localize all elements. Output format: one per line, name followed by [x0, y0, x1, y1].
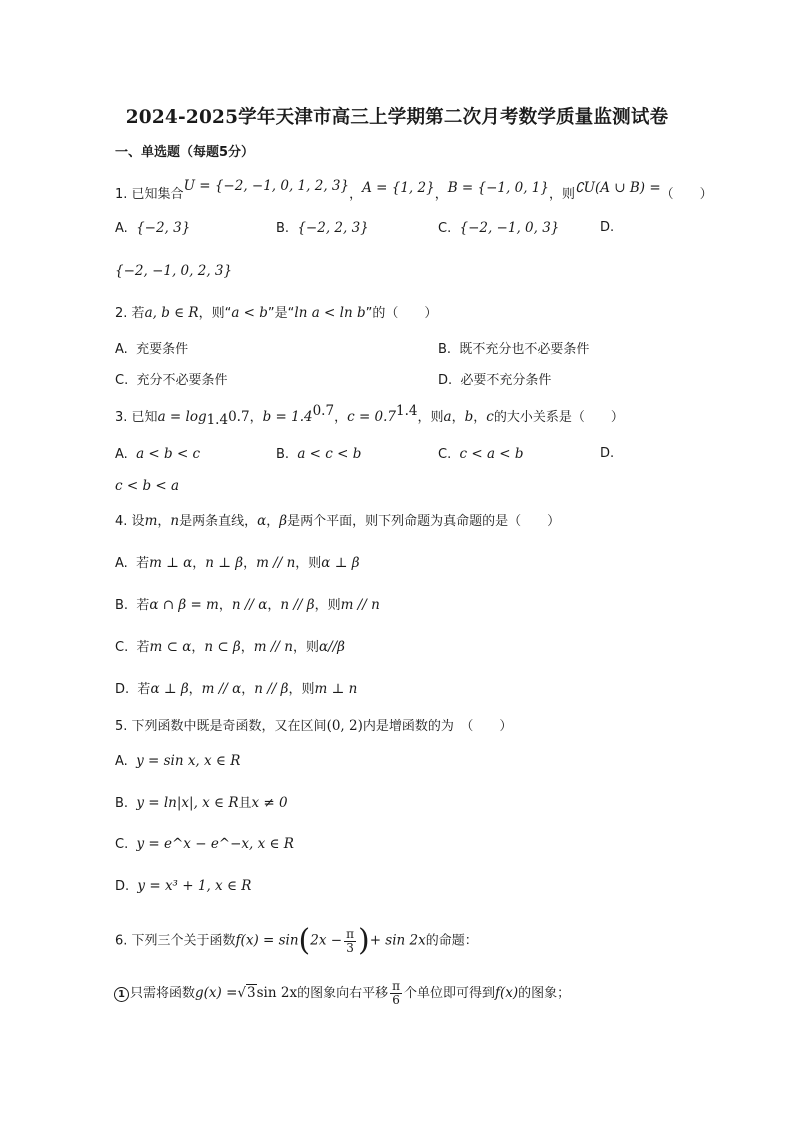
- exponent: 0.7: [312, 403, 335, 419]
- punct: ，: [192, 556, 206, 571]
- option-value: c < a < b: [459, 446, 524, 462]
- option-value: y = ln|x|, x ∈ R: [136, 795, 239, 811]
- q2-option-a: [115, 340, 188, 360]
- exponent: 1.4: [396, 403, 418, 419]
- punct: ，: [243, 556, 257, 571]
- q5-option-d: [115, 876, 251, 897]
- fraction-denominator: 6: [392, 993, 400, 1007]
- option-value: a < c < b: [297, 446, 362, 462]
- set-a: A = {1, 2}: [362, 180, 435, 196]
- punct: ，: [241, 682, 255, 697]
- q4-option-d: [115, 679, 357, 700]
- option-value: y = x³ + 1, x ∈ R: [137, 878, 252, 894]
- q1-option-c: [438, 218, 559, 239]
- option-label: C.: [438, 221, 452, 236]
- option-value: 充要条件: [136, 342, 189, 357]
- punct: ，: [240, 640, 254, 655]
- q5-option-a: [115, 751, 240, 772]
- math-expr: c = 0.7: [347, 409, 397, 425]
- math-var: a: [443, 409, 452, 425]
- fraction-numerator: π: [346, 926, 354, 941]
- math-expr: a, b ∈ R: [144, 305, 199, 321]
- question-text: ，则“: [198, 306, 232, 321]
- option-text: ，则: [295, 556, 322, 571]
- option-label: B.: [438, 342, 452, 357]
- option-value: {−2, −1, 0, 2, 3}: [115, 263, 233, 279]
- option-value: {−2, −1, 0, 3}: [459, 220, 560, 236]
- question-text: ”的（ ）: [365, 306, 438, 321]
- math-expr: sin 2x: [256, 985, 298, 1001]
- option-label: C.: [115, 837, 129, 852]
- question-number: 4.: [115, 514, 128, 529]
- math-expr: b = 1.4: [262, 409, 313, 425]
- q1-option-d: [600, 218, 614, 238]
- math-expr: α//β: [318, 639, 345, 655]
- q2-option-c: [115, 371, 228, 391]
- section-heading: 一、单选题（每题5分）: [115, 145, 255, 160]
- punct: ，: [349, 187, 363, 202]
- math-expr: n ⊥ β: [205, 555, 244, 571]
- question-text: 设: [131, 514, 145, 529]
- math-expr: (0, 2): [326, 718, 363, 734]
- option-value: 既不充分也不必要条件: [459, 342, 590, 357]
- q1-option-a: [115, 218, 190, 239]
- option-label: C.: [438, 447, 452, 462]
- option-text: 若: [136, 640, 150, 655]
- set-u: U = {−2, −1, 0, 1, 2, 3}: [183, 178, 350, 194]
- punct: ，: [334, 410, 348, 425]
- math-expr: ln a < ln b: [294, 305, 366, 321]
- option-label: A.: [115, 221, 128, 236]
- math-var: β: [279, 513, 288, 529]
- math-expr: m ⊂ α: [149, 639, 192, 655]
- question-text: 内是增函数的为 （ ）: [362, 719, 513, 734]
- q3-option-d: [600, 444, 614, 464]
- fraction-numerator: π: [392, 979, 400, 993]
- math-expr: m // α: [201, 681, 242, 697]
- math-expr: a = log: [157, 409, 207, 425]
- statement-text: 个单位即可得到: [403, 986, 495, 1001]
- option-label: A.: [115, 754, 128, 769]
- question-text: ”是“: [267, 306, 295, 321]
- math-expr: x ≠ 0: [251, 795, 288, 811]
- q4-option-b: [115, 595, 380, 616]
- option-value: {−2, 3}: [136, 220, 191, 236]
- q3-option-d-value: [115, 476, 179, 497]
- question-2: [115, 303, 437, 324]
- option-value: y = e^x − e^−x, x ∈ R: [136, 836, 294, 852]
- q6-statement-1: [114, 980, 570, 1007]
- fraction-denominator: 3: [346, 940, 354, 955]
- radicand: 3: [247, 985, 256, 1001]
- math-var: b: [464, 409, 474, 425]
- math-expr: n // α: [231, 597, 268, 613]
- exam-title: 2024-2025学年天津市高三上学期第二次月考数学质量监测试卷: [125, 107, 669, 128]
- math-var: c: [486, 409, 494, 425]
- question-number: 5.: [115, 719, 128, 734]
- math-var: α: [257, 513, 267, 529]
- question-text: 已知集合: [131, 187, 184, 202]
- sqrt-expr: √3: [237, 985, 256, 1001]
- math-expr: m // n: [256, 555, 296, 571]
- punct: ，: [267, 598, 281, 613]
- option-label: A.: [115, 556, 128, 571]
- statement-text: 只需将函数: [130, 986, 196, 1001]
- question-text: 是两条直线，: [179, 514, 258, 529]
- option-text: 若: [136, 598, 150, 613]
- q1-option-b: [276, 218, 369, 239]
- math-expr: n // β: [280, 597, 315, 613]
- big-paren-open: (: [298, 923, 311, 958]
- option-text: 若: [137, 682, 151, 697]
- option-text: 且: [238, 796, 252, 811]
- circled-number-1: 1: [114, 987, 129, 1002]
- fraction: [390, 980, 402, 1007]
- question-text: 已知: [131, 410, 158, 425]
- math-expr: + sin 2x: [369, 932, 426, 949]
- math-expr: f(x): [494, 985, 519, 1001]
- math-expr: 2x −: [310, 932, 343, 949]
- math-expr: α ⊥ β: [321, 555, 360, 571]
- q3-option-a: [115, 444, 200, 465]
- option-label: B.: [276, 447, 290, 462]
- question-1: [115, 178, 713, 205]
- option-label: D.: [115, 879, 130, 894]
- option-text: 若: [136, 556, 150, 571]
- punct: ，: [473, 410, 487, 425]
- question-5: [115, 716, 512, 737]
- option-text: ，则: [314, 598, 341, 613]
- option-label: B.: [276, 221, 290, 236]
- math-expr: g(x) =: [195, 985, 238, 1001]
- punct: ，: [451, 410, 465, 425]
- q2-option-b: [438, 340, 589, 360]
- fraction: [344, 928, 356, 955]
- option-label: B.: [115, 796, 129, 811]
- option-label: D.: [600, 446, 615, 461]
- question-6: [115, 923, 478, 958]
- math-var: m: [144, 513, 158, 529]
- statement-text: 的图象向右平移: [297, 986, 389, 1001]
- option-label: B.: [115, 598, 129, 613]
- option-label: A.: [115, 342, 128, 357]
- log-base: 1.4: [206, 412, 229, 428]
- option-label: D.: [115, 682, 130, 697]
- option-value: 必要不充分条件: [460, 373, 552, 388]
- question-3: [115, 403, 624, 428]
- option-value: {−2, 2, 3}: [297, 220, 369, 236]
- set-b: B = {−1, 0, 1}: [447, 180, 549, 196]
- punct: ，: [218, 598, 232, 613]
- question-text: 是两个平面，则下列命题为真命题的是（ ）: [287, 514, 561, 529]
- option-text: ，则: [292, 640, 319, 655]
- q4-option-c: [115, 637, 345, 658]
- question-4: [115, 511, 560, 532]
- option-label: C.: [115, 640, 129, 655]
- q1-option-d-value: [115, 261, 232, 282]
- math-expr: 0.7: [228, 409, 250, 425]
- option-value: a < b < c: [136, 446, 201, 462]
- math-expr: m ⊥ α: [149, 555, 193, 571]
- option-label: A.: [115, 447, 128, 462]
- question-number: 3.: [115, 410, 128, 425]
- option-value: 充分不必要条件: [136, 373, 228, 388]
- math-expr: m ⊥ n: [314, 681, 358, 697]
- math-expr: α ∩ β = m: [149, 597, 219, 613]
- statement-text: 的图象；: [518, 986, 571, 1001]
- math-expr: n // β: [254, 681, 289, 697]
- question-text: 的命题：: [425, 933, 478, 949]
- q5-option-b: [115, 793, 288, 814]
- q4-option-a: [115, 553, 360, 574]
- math-expr: α ⊥ β: [150, 681, 189, 697]
- math-expr: a < b: [231, 305, 268, 321]
- punct: ，: [266, 514, 280, 529]
- question-number: 6.: [115, 933, 128, 949]
- option-label: D.: [600, 220, 615, 235]
- question-text: ，则: [417, 410, 444, 425]
- math-expr: m // n: [253, 639, 293, 655]
- option-value: y = sin x, x ∈ R: [136, 753, 241, 769]
- math-expr: n ⊂ β: [204, 639, 241, 655]
- big-paren-close: ): [357, 923, 370, 958]
- option-label: D.: [438, 373, 453, 388]
- option-value: c < b < a: [115, 478, 180, 494]
- q3-option-c: [438, 444, 524, 465]
- question-text: 下列三个关于函数: [131, 933, 236, 949]
- math-var: n: [170, 513, 180, 529]
- punct: ，: [434, 187, 448, 202]
- math-expr: m // n: [340, 597, 380, 613]
- punct: ，: [249, 410, 263, 425]
- option-text: ，则: [288, 682, 315, 697]
- punct: ，: [157, 514, 171, 529]
- question-text: 下列函数中既是奇函数，又在区间: [131, 719, 327, 734]
- question-text: 若: [131, 306, 145, 321]
- q5-option-c: [115, 834, 294, 855]
- math-expr: f(x) = sin: [235, 932, 299, 949]
- punct: ，: [188, 682, 202, 697]
- question-number: 1.: [115, 187, 128, 202]
- answer-paren: （ ）: [660, 187, 713, 202]
- question-number: 2.: [115, 306, 128, 321]
- question-text: ，则: [548, 187, 575, 202]
- q2-option-d: [438, 371, 551, 391]
- option-label: C.: [115, 373, 129, 388]
- q3-option-b: [276, 444, 361, 465]
- complement-expr: ∁U(A ∪ B) =: [574, 180, 661, 196]
- punct: ，: [191, 640, 205, 655]
- question-text: 的大小关系是（ ）: [493, 410, 624, 425]
